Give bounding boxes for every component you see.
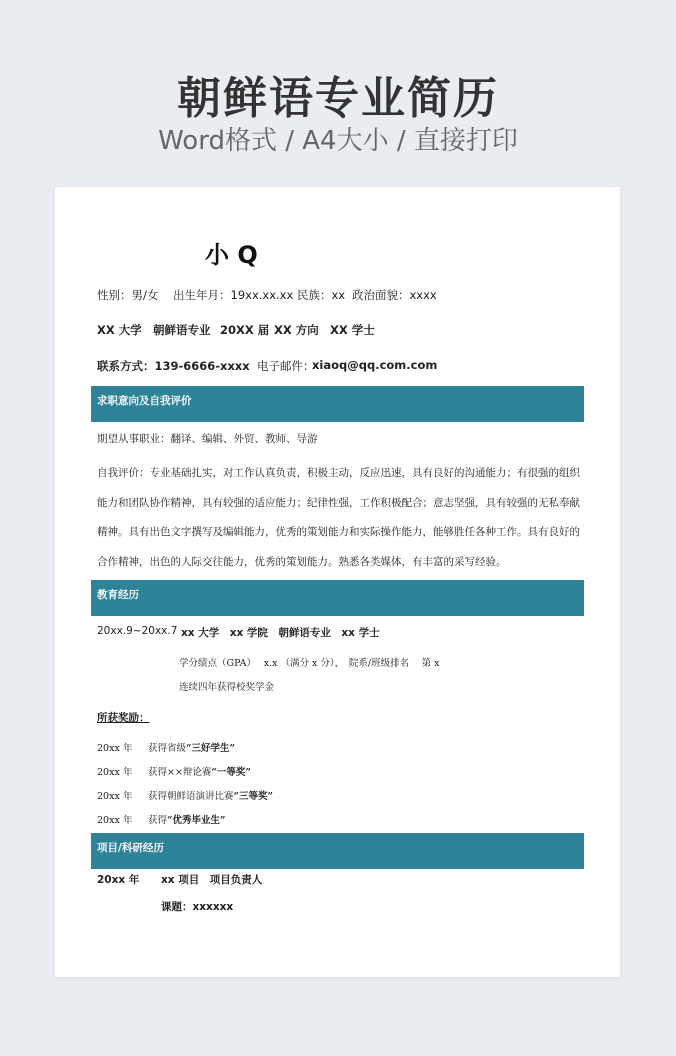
birth-field: 出生年月：19xx.xx.xx — [173, 288, 294, 302]
award-highlight: “三等奖” — [233, 791, 273, 802]
hero-subtitle: Word格式 / A4大小 / 直接打印 — [158, 126, 518, 156]
grade-label: 20XX 届 — [220, 323, 270, 337]
section-header-education: 教育经历 — [91, 580, 584, 616]
award-item — [148, 740, 235, 754]
award-prefix: 获得××辩论赛 — [148, 767, 212, 778]
award-prefix: 获得朝鲜语演讲比赛 — [148, 791, 234, 802]
gpa-line: 学分绩点（GPA） x.x （满分 x 分）， 院系/班级排名 第 x — [179, 658, 440, 669]
project-topic: 课题：xxxxxx — [161, 901, 234, 913]
university-label: XX 大学 — [97, 323, 142, 337]
education-period: 20xx.9~20xx.7 — [97, 625, 178, 637]
award-year: 20xx 年 — [97, 743, 133, 754]
award-item — [148, 788, 273, 802]
major-label: 朝鲜语专业 — [153, 323, 211, 337]
award-prefix: 获得 — [148, 815, 168, 826]
award-item — [148, 764, 251, 778]
resume-page — [55, 187, 620, 977]
scholarship-line: 连续四年获得校奖学金 — [179, 682, 275, 693]
direction-label: XX 方向 — [274, 323, 319, 337]
gender-field: 性别：男/女 — [97, 288, 159, 302]
section-header-objective: 求职意向及自我评价 — [91, 386, 584, 422]
project-role: xx 项目 项目负责人 — [161, 874, 263, 886]
politics-field: 政治面貌：xxxx — [352, 288, 437, 302]
award-highlight: “三好学生” — [186, 743, 235, 754]
email-label: 电子邮件： — [257, 359, 315, 373]
award-item — [148, 812, 225, 826]
ethnicity-field: 民族：xx — [297, 288, 346, 302]
award-year: 20xx 年 — [97, 815, 133, 826]
degree-label: XX 学士 — [330, 323, 375, 337]
self-evaluation: 自我评价：专业基础扎实，对工作认真负责，积极主动，反应迅速，具有良好的沟通能力；有很强的组织能力和团队协作精神，具有较强的适应能力；纪律性强，工作积极配合；意志坚强，具有较强的无私奉献精神。具有出色文字撰写及编辑能力，优秀的策划能力和实际操作能力，能够胜任各种工作。具有良好的合作精神，出色的人际交往能力，优秀的策划能力。熟悉各类媒体，有丰富的采写经验。 — [97, 467, 580, 568]
email-value: xiaoq@qq.com.com — [312, 358, 438, 372]
project-year: 20xx 年 — [97, 874, 140, 886]
award-prefix: 获得省级 — [148, 743, 187, 754]
expected-job: 期望从事职业：翻译、编辑、外贸、教师、导游 — [97, 433, 318, 445]
award-year: 20xx 年 — [97, 791, 133, 802]
candidate-name: 小 Q — [205, 241, 258, 269]
awards-title: 所获奖励： — [97, 712, 150, 724]
phone-field: 联系方式：139-6666-xxxx — [97, 359, 250, 373]
award-highlight: “优秀毕业生” — [167, 815, 226, 826]
education-school: xx 大学 xx 学院 朝鲜语专业 xx 学士 — [181, 627, 380, 639]
hero-title: 朝鲜语专业简历 — [177, 73, 499, 124]
award-highlight: “一等奖” — [211, 767, 251, 778]
section-header-project: 项目/科研经历 — [91, 833, 584, 869]
award-year: 20xx 年 — [97, 767, 133, 778]
